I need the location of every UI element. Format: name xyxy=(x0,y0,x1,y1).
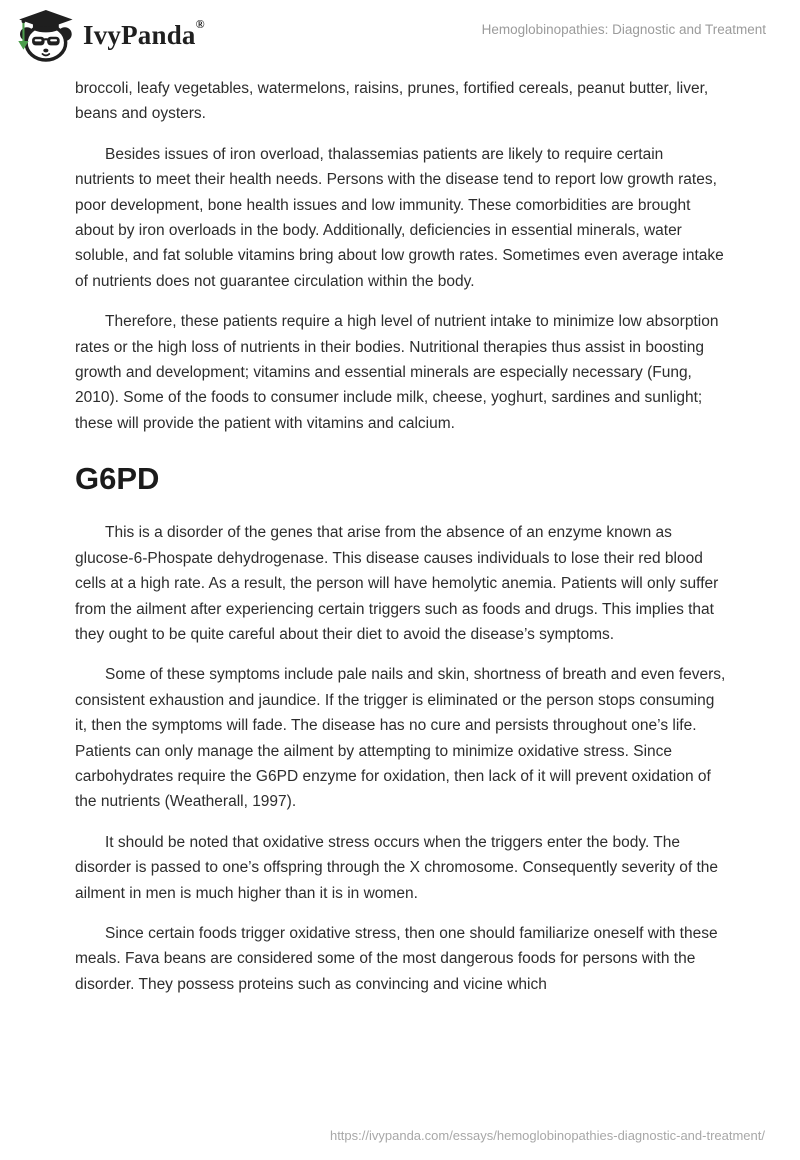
logo-text: IvyPanda xyxy=(83,19,196,50)
paragraph: Some of these symptoms include pale nails and skin, shortness of breath and even fevers, consistent exhaustion and jaundice. If the trigger is eliminated or the person stops consuming it, then the symptoms will fade. The disease has no cure and persists throughout one’s life. Patients can only manage the ailment by attempting to minimize oxidative stress. Since carbohydrates require the G6PD enzyme for oxidation, then lack of it will prevent oxidation of the nutrients (Weatherall, 1997). xyxy=(75,666,726,811)
paragraph: This is a disorder of the genes that arise from the absence of an enzyme known as glucose-6-Phospate dehydrogenase. This disease causes individuals to lose their red blood cells at a high rate. As a result, the person will have hemolytic anemia. Patients will only suffer from the ailment after experiencing certain triggers such as foods and drugs. This implies that they ought to be quite careful about their diet to avoid the disease’s symptoms. xyxy=(75,524,719,643)
essay-content xyxy=(0,70,800,997)
paragraph: It should be noted that oxidative stress occurs when the triggers enter the body. The disorder is passed to one’s offspring through the X chromosome. Consequently severity of the ailment in men is much higher than it is in women. xyxy=(75,833,719,902)
paragraph: Besides issues of iron overload, thalassemias patients are likely to require certain nutrients to meet their health needs. Persons with the disease tend to report low growth rates, poor development, bone health issues and low immunity. These comorbidities are brought about by iron overloads in the body. Additionally, deficiencies in essential minerals, water soluble, and fat soluble vitamins bring about low growth rates. Sometimes even average intake of nutrients does not guarantee circulation within the body. xyxy=(75,145,724,290)
page-footer xyxy=(330,1127,765,1145)
footer-url[interactable]: https://ivypanda.com/essays/hemoglobinopathies-diagnostic-and-treatment/ xyxy=(329,1128,765,1143)
ivypanda-logo[interactable] xyxy=(14,8,205,62)
document-title: Hemoglobinopathies: Diagnostic and Treatment xyxy=(481,22,766,37)
paragraph: Therefore, these patients require a high level of nutrient intake to minimize low absorption rates or the high loss of nutrients in their bodies. Nutritional therapies thus assist in boosting growth and development; vitamins and essential minerals are especially necessary (Fung, 2010). Some of the foods to consumer include milk, cheese, yoghurt, sardines and sunlight; these will provide the patient with vitamins and calcium. xyxy=(75,313,719,432)
paragraph: Since certain foods trigger oxidative stress, then one should familiarize oneself with these meals. Fava beans are considered some of the most dangerous foods for persons with the disorder. They possess proteins such as convincing and vicine which xyxy=(75,925,718,993)
registered-mark-icon: ® xyxy=(195,17,205,32)
panda-logo-icon xyxy=(14,8,76,62)
section-heading-g6pd: G6PD xyxy=(75,461,160,497)
page-header xyxy=(0,0,800,70)
paragraph-continuation: broccoli, leafy vegetables, watermelons, raisins, prunes, fortified cereals, peanut butter, liver, beans and oysters. xyxy=(75,80,709,123)
